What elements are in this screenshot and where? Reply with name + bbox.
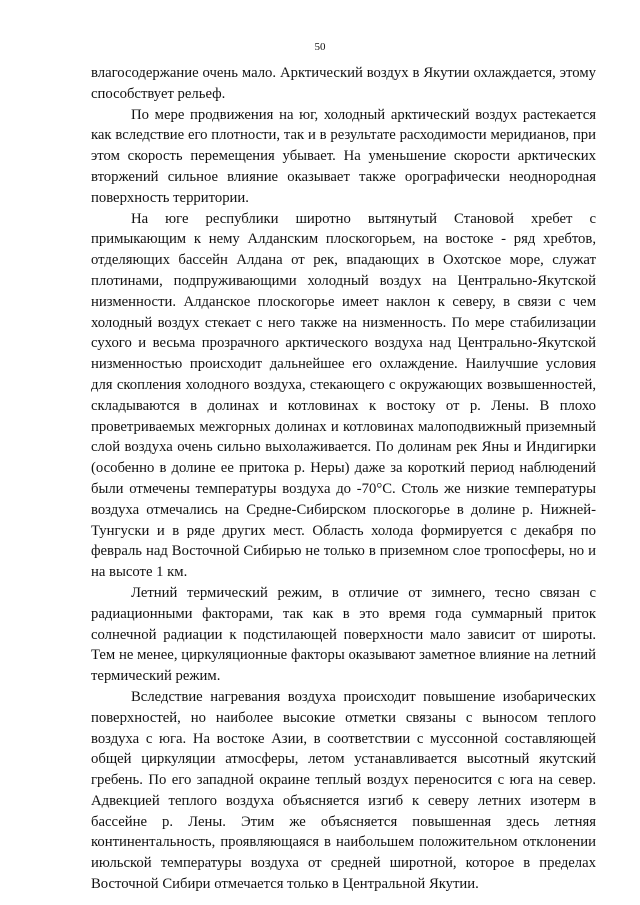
page-number: 50: [314, 41, 326, 53]
paragraph-summer-regime: Летний термический режим, в отличие от зимнего, тесно связан с радиационными факторами, так как в это время года суммарный приток солнечной радиации к подстилающей поверхности мало зависит от широты. Тем не менее, циркуляционные факторы оказывают заметное влияние на летний термический режим.: [91, 584, 596, 685]
paragraph-arctic-air-spread: По мере продвижения на юг, холодный арктический воздух растекается как вследствие его плотности, так и в результате расходимости меридианов, при этом скорость перемещения убывает. На уменьшение скорости арктических вторжений сильное влияние оказывает также орографически неоднородная поверхность территории.: [91, 106, 596, 206]
paragraph-stanovoy-ridge: На юге республики широтно вытянутый Становой хребет с примыкающим к нему Алданским плоскогорьем, на востоке - ряд хребтов, отделяющих бассейн Алдана от рек, впадающих в Охотское море, служат плотинами, подпруживающими холодный воздух на Центрально-Якутской низменности. Алданское плоскогорье имеет наклон к северу, в связи с чем холодный воздух стекает с него также на низменность. По мере стабилизации сухого и весьма прозрачного арктического воздуха над Центрально-Якутской низменностью происходит дальнейшее его охлаждение. Наилучшие условия для скопления холодного воздуха, стекающего с окружающих возвышенностей, складываются в долинах и котловинах к востоку от р. Лены. В плохо проветриваемых межгорных долинах и котловинах малоподвижный приземный слой воздуха очень сильно выхолаживается. По долинам рек Яны и Индигирки (особенно в долине ее притока р. Неры) даже за короткий период наблюдений были отмечены температуры воздуха до -70°С. Столь же низкие температуры воздуха отмечались на Средне-Сибирском плоскогорье в долине р. Нижней-Тунгуски и в ряде других мест. Область холода формируется с декабря по февраль над Восточной Сибирью не только в приземном слое тропосферы, но и на высоте 1 км.: [91, 210, 596, 581]
paragraph-isobaric-surfaces: Вследствие нагревания воздуха происходит повышение изобарических поверхностей, но наиболее высокие отметки связаны с выносом теплого воздуха с юга. На востоке Азии, в соответствии с муссонной составляющей общей циркуляции атмосферы, летом устанавливается высотный якутский гребень. По его западной окраине теплый воздух переносится с юга на север. Адвекцией теплого воздуха объясняется изгиб к северу летних изотерм в бассейне р. Лены. Этим же объясняется повышенная здесь летняя континентальность, проявляющаяся в наибольшем положительном отклонении июльской температуры воздуха от средней широтной, которое в пределах Восточной Сибири отмечается только в Центральной Якутии.: [91, 688, 596, 893]
text-body: [91, 63, 596, 895]
paragraph-continuation: влагосодержание очень мало. Арктический воздух в Якутии охлаждается, этому способствует рельеф.: [91, 65, 596, 102]
